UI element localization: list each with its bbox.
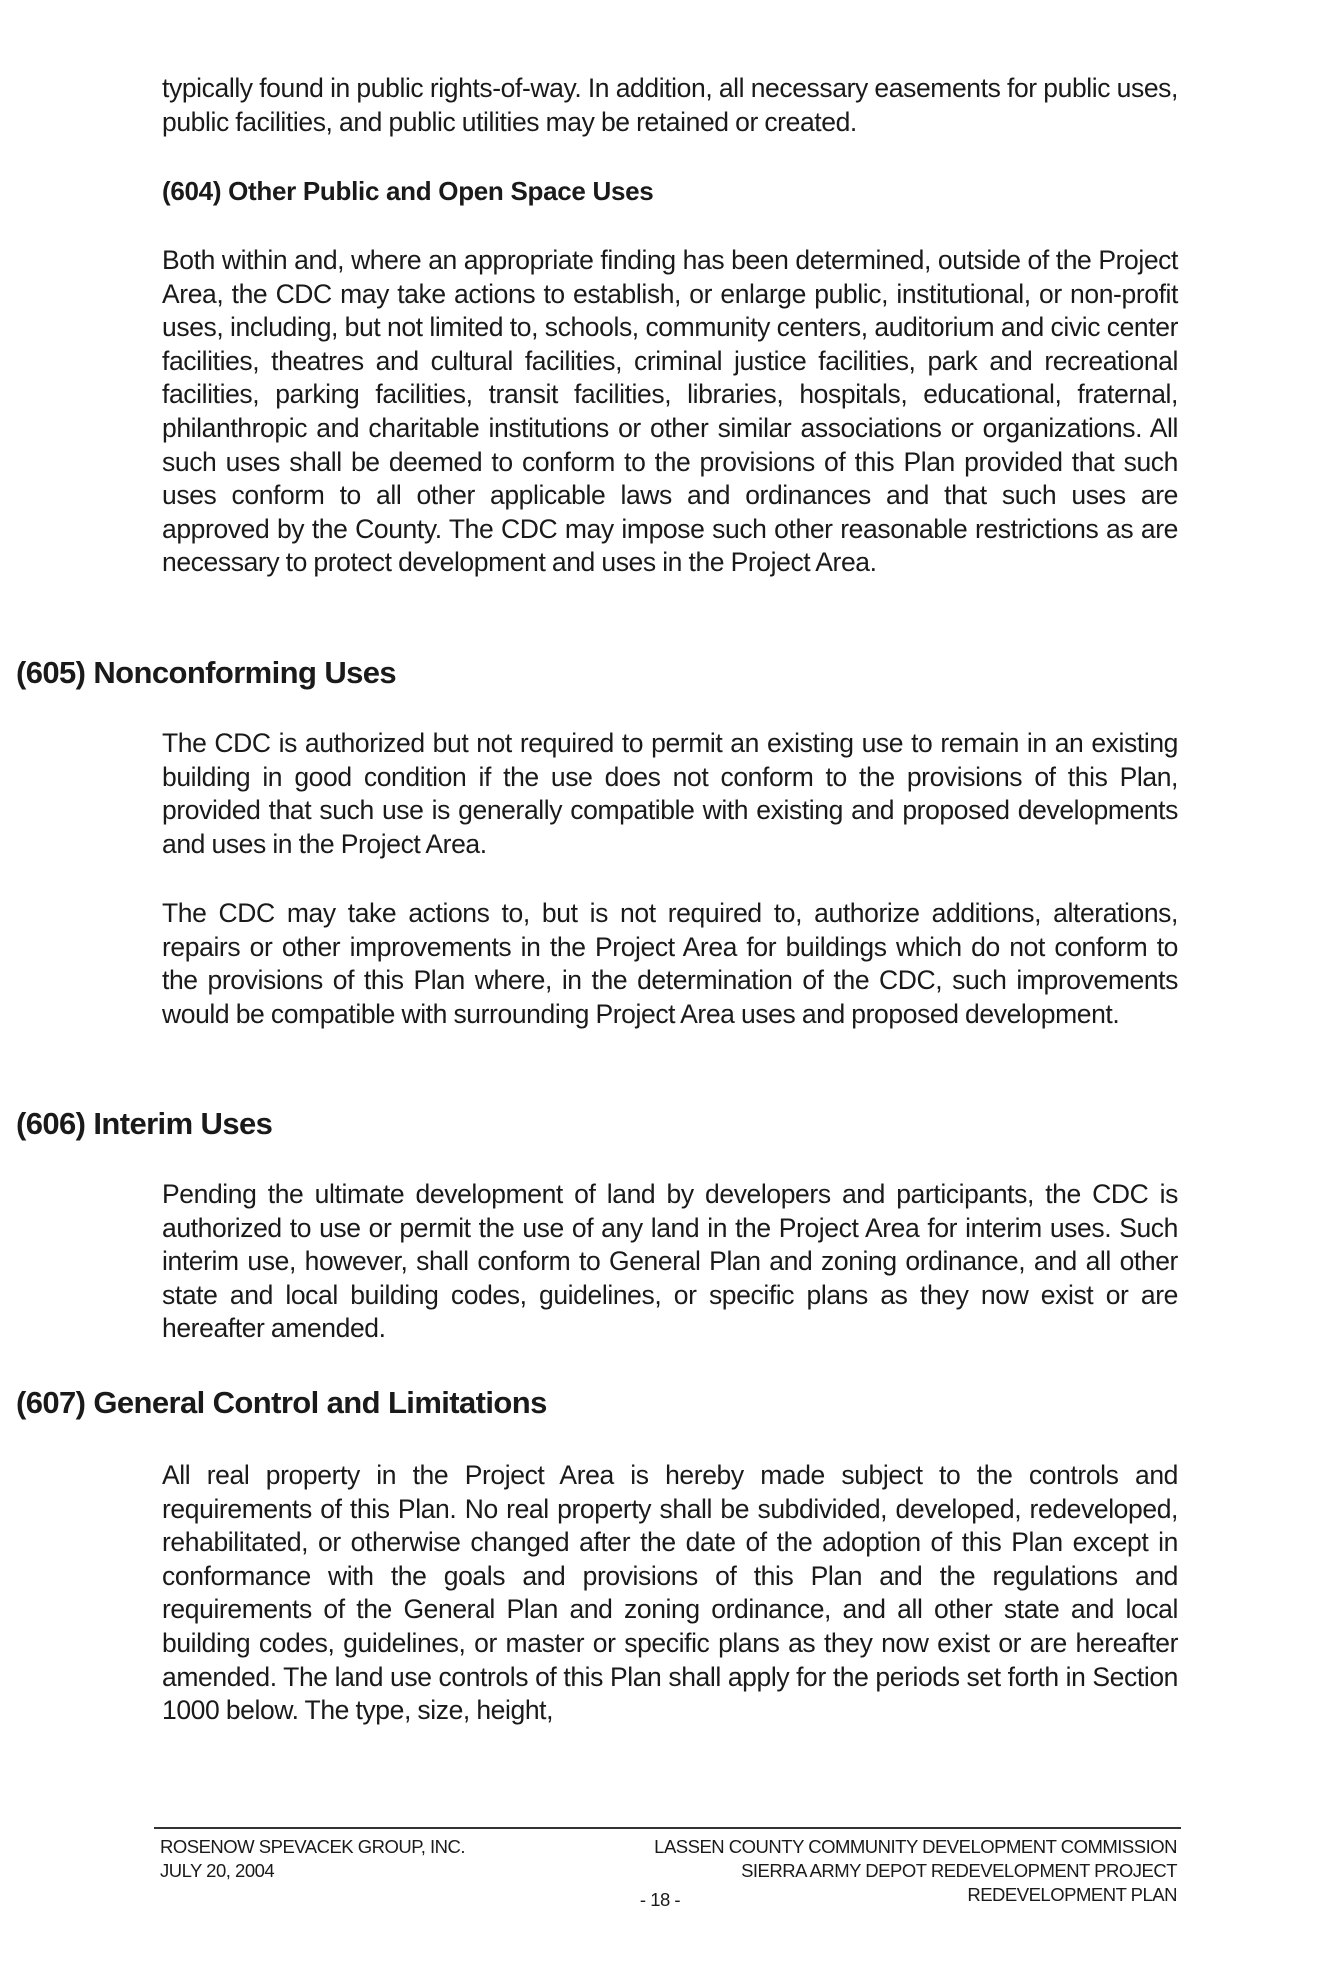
intro-paragraph: typically found in public rights-of-way. In addition, all necessary easements for public uses, public facilities, and public utilities may be retained or created. bbox=[162, 73, 1178, 137]
footer-document-title: REDEVELOPMENT PLAN bbox=[967, 1884, 1177, 1905]
footer-right bbox=[654, 1835, 1177, 1907]
section-605-heading: (605) Nonconforming Uses bbox=[16, 655, 397, 690]
footer-commission: LASSEN COUNTY COMMUNITY DEVELOPMENT COMMISSION bbox=[654, 1836, 1177, 1857]
footer-company: ROSENOW SPEVACEK GROUP, INC. bbox=[160, 1836, 466, 1857]
footer-page-number: - 18 - bbox=[639, 1889, 681, 1910]
section-605-paragraph-2: The CDC may take actions to, but is not required to, authorize additions, alterations, repairs or other improvements in the Project Area for buildings which do not conform to the provisions of this Plan where, in the determination of the CDC, such improvements would be compatible with surrounding Project Area uses and proposed development. bbox=[162, 898, 1178, 1029]
footer-project: SIERRA ARMY DEPOT REDEVELOPMENT PROJECT bbox=[741, 1860, 1177, 1881]
footer-date: JULY 20, 2004 bbox=[160, 1860, 275, 1881]
footer-divider bbox=[154, 1827, 1181, 1829]
section-607-paragraph: All real property in the Project Area is hereby made subject to the controls and requirements of this Plan. No real property shall be subdivided, developed, redeveloped, rehabilitated, or otherwise changed after the date of the adoption of this Plan except in conformance with the goals and provisions of this Plan and the regulations and requirements of the General Plan and zoning ordinance, and all other state and local building codes, guidelines, or master or specific plans as they now exist or are hereafter amended. The land use controls of this Plan shall apply for the periods set forth in Section 1000 below. The type, size, height, bbox=[162, 1460, 1178, 1726]
section-607-heading: (607) General Control and Limitations bbox=[16, 1385, 547, 1420]
section-606-heading: (606) Interim Uses bbox=[16, 1106, 273, 1141]
subsection-604-paragraph: Both within and, where an appropriate finding has been determined, outside of the Project Area, the CDC may take actions to establish, or enlarge public, institutional, or non-profit uses, including, but not limited to, schools, community centers, auditorium and civic center facilities, theatres and cultural facilities, criminal justice facilities, park and recreational facilities, parking facilities, transit facilities, libraries, hospitals, educational, fraternal, philanthropic and charitable institutions or other similar associations or organizations. All such uses shall be deemed to conform to the provisions of this Plan provided that such uses conform to all other applicable laws and ordinances and that such uses are approved by the County. The CDC may impose such other reasonable restrictions as are necessary to protect development and uses in the Project Area. bbox=[162, 245, 1178, 578]
section-606-paragraph: Pending the ultimate development of land by developers and participants, the CDC is authorized to use or permit the use of any land in the Project Area for interim uses. Such interim use, however, shall conform to General Plan and zoning ordinance, and all other state and local building codes, guidelines, or specific plans as they now exist or are hereafter amended. bbox=[162, 1179, 1178, 1344]
footer-left bbox=[160, 1835, 465, 1883]
subsection-604-heading: (604) Other Public and Open Space Uses bbox=[162, 176, 654, 206]
section-605-paragraph-1: The CDC is authorized but not required to permit an existing use to remain in an existing building in good condition if the use does not conform to the provisions of this Plan, provided that such use is generally compatible with existing and proposed developments and uses in the Project Area. bbox=[162, 728, 1178, 859]
